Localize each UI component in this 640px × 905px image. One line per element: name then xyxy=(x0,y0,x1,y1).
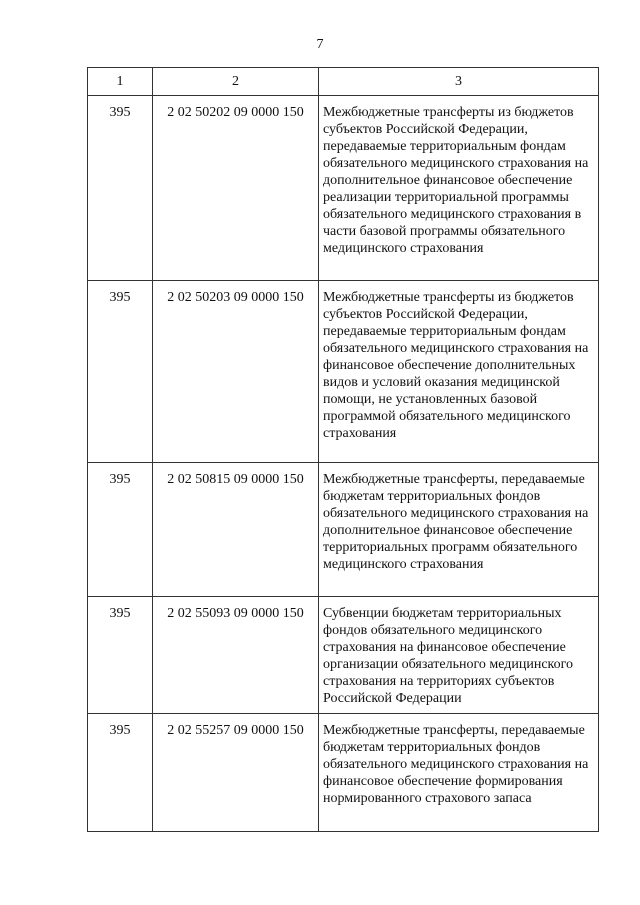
admin-code-cell: 395 xyxy=(88,597,153,714)
revenue-name-cell: Межбюджетные трансферты из бюджетов субъектов Российской Федерации, передаваемые территориальным фондам обязательного медицинского страхования на финансовое обеспечение дополнительных видов и условий оказания медицинской помощи, не установленных базовой программой обязательного медицинского страхования xyxy=(319,281,599,463)
budget-code-cell: 2 02 50203 09 0000 150 xyxy=(153,281,319,463)
revenue-name-cell: Межбюджетные трансферты из бюджетов субъектов Российской Федерации, передаваемые территориальным фондам обязательного медицинского страхования на дополнительное финансовое обеспечение реализации территориальной программы обязательного медицинского страхования в части базовой программы обязательного медицинского страхования xyxy=(319,96,599,281)
table-header-row xyxy=(88,68,599,96)
revenue-name-cell: Межбюджетные трансферты, передаваемые бюджетам территориальных фондов обязательного медицинского страхования на дополнительное финансовое обеспечение территориальных программ обязательного медицинского страхования xyxy=(319,463,599,597)
table-row xyxy=(88,714,599,832)
admin-code-cell: 395 xyxy=(88,463,153,597)
table-row xyxy=(88,463,599,597)
revenue-name-cell: Субвенции бюджетам территориальных фондов обязательного медицинского страхования на финансовое обеспечение организации обязательного медицинского страхования на территориях субъектов Российской Федерации xyxy=(319,597,599,714)
budget-code-cell: 2 02 50202 09 0000 150 xyxy=(153,96,319,281)
budget-code-cell: 2 02 55257 09 0000 150 xyxy=(153,714,319,832)
table-row xyxy=(88,96,599,281)
budget-code-cell: 2 02 55093 09 0000 150 xyxy=(153,597,319,714)
page-number: 7 xyxy=(316,37,324,52)
budget-code-cell: 2 02 50815 09 0000 150 xyxy=(153,463,319,597)
revenue-classification-table xyxy=(87,67,599,832)
column-header-2: 2 xyxy=(153,68,319,96)
table-row xyxy=(88,597,599,714)
column-header-1: 1 xyxy=(88,68,153,96)
revenue-name-cell: Межбюджетные трансферты, передаваемые бюджетам территориальных фондов обязательного медицинского страхования на финансовое обеспечение формирования нормированного страхового запаса xyxy=(319,714,599,832)
admin-code-cell: 395 xyxy=(88,714,153,832)
admin-code-cell: 395 xyxy=(88,96,153,281)
admin-code-cell: 395 xyxy=(88,281,153,463)
table-row xyxy=(88,281,599,463)
column-header-3: 3 xyxy=(319,68,599,96)
